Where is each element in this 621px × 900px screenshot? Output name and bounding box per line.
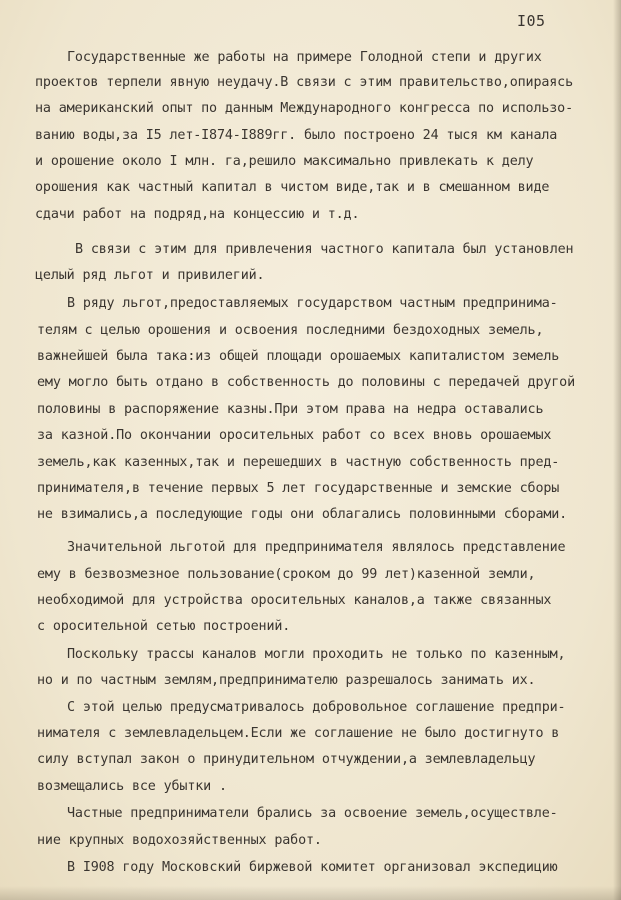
text-line: В I908 году Московский биржевой комитет организовал экспедицию (67, 860, 558, 875)
text-line: Частные предприниматели брались за освоение земель,осуществле- (67, 806, 558, 821)
text-line: целый ряд льгот и привилегий. (35, 268, 265, 283)
text-line: земель,как казенных,так и перешедших в частную собственность пред- (37, 455, 560, 470)
text-line: ему в безвозмезное пользование(сроком до 99 лет)казенной земли, (37, 567, 536, 582)
text-line: силу вступал закон о принудительном отчуждении,а землевладельцу (37, 752, 536, 767)
text-line: важнейшей была така:из общей площади орошаемых капиталистом земель (37, 349, 560, 364)
page-edge-shadow (613, 0, 621, 900)
text-line: но и по частным землям,предпринимателю разрешалось занимать их. (37, 673, 536, 688)
page-bottom-shadow (0, 886, 621, 900)
text-line: В ряду льгот,предоставляемых государством частным предпринима- (67, 296, 558, 311)
text-line: на американский опыт по данным Международного конгресса по использо- (35, 101, 574, 116)
page-number: I05 (517, 12, 546, 30)
text-line: ванию воды,за I5 лет-I874-I889гг. было построено 24 тыся км канала (35, 128, 558, 143)
text-line: половины в распоряжение казны.При этом права на недра оставались (37, 402, 544, 417)
text-line: не взимались,а последующие годы они облагались половинными сборами. (37, 507, 568, 522)
text-line: ему могло быть отдано в собственность до половины с передачей другой (37, 375, 576, 390)
text-line: за казной.По окончании оросительных работ со всех вновь орошаемых (37, 428, 552, 443)
text-line: проектов терпели явную неудачу.В связи с этим правительство,опираясь (35, 75, 574, 90)
text-line: орошения как частный капитал в чистом виде,так и в смешанном виде (35, 180, 550, 195)
text-line: Поскольку трассы каналов могли проходить не только по казенным, (67, 647, 566, 662)
text-line: сдачи работ на подряд,на концессию и т.д. (35, 207, 360, 222)
text-line: С этой целью предусматривалось добровольное соглашение предпри- (67, 700, 566, 715)
text-line: необходимой для устройства оросительных каналов,а также связанных (37, 593, 552, 608)
text-line: нимателя с землевладельцем.Если же соглашение не было достигнуто в (37, 726, 560, 741)
text-line: ние крупных водохозяйственных работ. (37, 833, 322, 848)
text-line: В связи с этим для привлечения частного капитала был установлен (75, 242, 574, 257)
text-line: с оросительной сетью построений. (37, 619, 291, 634)
text-line: возмещались все убытки . (37, 779, 227, 794)
text-line: Государственные же работы на примере Голодной степи и других (67, 50, 542, 65)
text-line: принимателя,в течение первых 5 лет государственные и земские сборы (37, 481, 560, 496)
text-line: Значительной льготой для предпринимателя являлось представление (67, 540, 566, 555)
text-line: и орошение около I млн. га,решило максимально привлекать к делу (35, 154, 534, 169)
text-line: телям с целью орошения и освоения последними бездоходных земель, (37, 323, 544, 338)
